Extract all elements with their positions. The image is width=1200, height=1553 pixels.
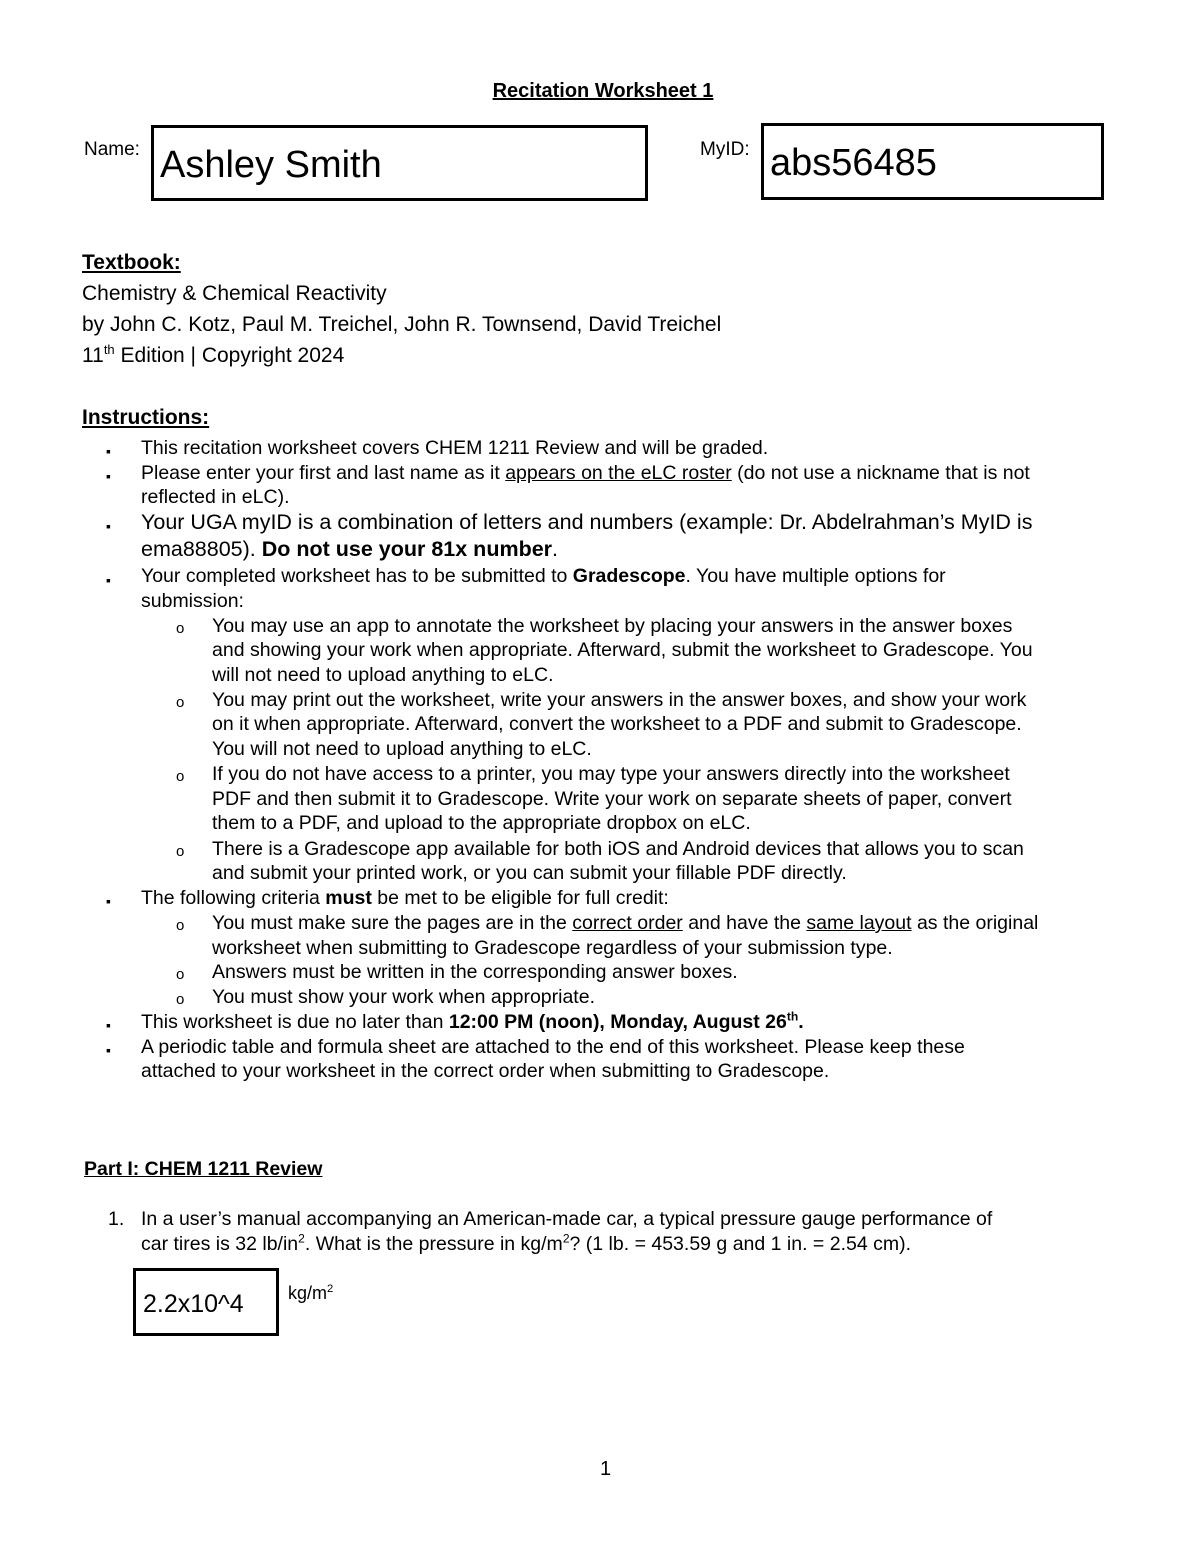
instruction-item: Your completed worksheet has to be submitted to Gradescope. You have multiple options for (141, 565, 946, 587)
name-label: Name: (84, 139, 140, 160)
instruction-item-cont: submission: (141, 590, 244, 612)
instruction-item-cont: ema88805). Do not use your 81x number. (141, 537, 559, 561)
instruction-item: Please enter your first and last name as it appears on the eLC roster (do not use a nickname that is not (141, 462, 1030, 484)
question-number: 1. (108, 1208, 125, 1230)
textbook-heading: Textbook: (82, 251, 181, 274)
instruction-item: A periodic table and formula sheet are attached to the end of this worksheet. Please keep these (141, 1036, 965, 1058)
sub-item-cont: You will not need to upload anything to eLC. (212, 738, 592, 760)
sub-item-cont: will not need to upload anything to eLC. (212, 664, 554, 686)
question-text-cont: car tires is 32 $lb/in^2$. What is the pressure in $kg/m^2$? (1 lb. = 453.59 g and 1 in. = 2.54 cm). (141, 1231, 912, 1255)
sub-item-cont: and showing your work when appropriate. Afterward, submit the worksheet to Gradescope. You (212, 639, 1033, 661)
sub-bullet-icon: o (176, 966, 185, 983)
bullet-icon: ▪ (106, 443, 111, 459)
worksheet-title: Recitation Worksheet 1 (492, 80, 714, 102)
instruction-item: The following criteria must be met to be eligible for full credit: (141, 887, 669, 909)
part1-heading: Part I: CHEM 1211 Review (84, 1158, 323, 1180)
sub-bullet-icon: o (176, 991, 185, 1008)
myid-label: MyID: (700, 139, 750, 160)
instruction-item: This recitation worksheet covers CHEM 1211 Review and will be graded. (141, 437, 769, 459)
answer-unit: $kg/m^2$ (288, 1283, 334, 1303)
instructions-heading: Instructions: (82, 406, 210, 429)
answer-box[interactable] (133, 1268, 279, 1336)
sub-bullet-icon: o (176, 694, 185, 711)
question-text: In a user’s manual accompanying an American-made car, a typical pressure gauge performance of (141, 1208, 993, 1230)
sub-item-cont: PDF and then submit it to Gradescope. Write your work on separate sheets of paper, convert (212, 788, 1012, 810)
sub-item: You may print out the worksheet, write your answers in the answer boxes, and show your work (212, 689, 1027, 711)
sub-bullet-icon: o (176, 768, 185, 785)
sub-item: There is a Gradescope app available for both iOS and Android devices that allows you to scan (212, 838, 1024, 860)
sub-bullet-icon: o (176, 620, 185, 637)
sub-item-cont: on it when appropriate. Afterward, convert the worksheet to a PDF and submit to Gradescope. (212, 713, 1022, 735)
textbook-title: Chemistry & Chemical Reactivity (82, 282, 387, 305)
instruction-item-cont: reflected in eLC). (141, 486, 290, 508)
myid-value: abs56485 (770, 142, 937, 184)
sub-bullet-icon: o (176, 917, 185, 934)
bullet-icon: ▪ (106, 1017, 111, 1033)
sub-item-cont: and submit your printed work, or you can submit your fillable PDF directly. (212, 862, 847, 884)
sub-item: If you do not have access to a printer, you may type your answers directly into the worksheet (212, 763, 1010, 785)
sub-item: Answers must be written in the corresponding answer boxes. (212, 961, 738, 983)
textbook-authors: by John C. Kotz, Paul M. Treichel, John R. Townsend, David Treichel (82, 313, 722, 336)
bullet-icon: ▪ (106, 1042, 111, 1058)
sub-item: You must make sure the pages are in the correct order and have the same layout as the original (212, 912, 1039, 934)
sub-item: You must show your work when appropriate. (212, 986, 595, 1008)
sub-item: You may use an app to annotate the worksheet by placing your answers in the answer boxes (212, 615, 1013, 637)
sub-item-cont: them to a PDF, and upload to the appropriate dropbox on eLC. (212, 812, 751, 834)
bullet-icon: ▪ (106, 518, 111, 534)
instruction-item: This worksheet is due no later than 12:00 PM (noon), Monday, August 26th. (141, 1009, 804, 1033)
instruction-item-cont: attached to your worksheet in the correct order when submitting to Gradescope. (141, 1060, 830, 1082)
bullet-icon: ▪ (106, 572, 111, 588)
name-value: Ashley Smith (160, 144, 382, 186)
instruction-item: Your UGA myID is a combination of letters and numbers (example: Dr. Abdelrahman’s MyID is (141, 510, 1033, 534)
sub-bullet-icon: o (176, 843, 185, 860)
bullet-icon: ▪ (106, 893, 111, 909)
textbook-edition: 11th Edition | Copyright 2024 (82, 342, 345, 367)
sub-item-cont: worksheet when submitting to Gradescope regardless of your submission type. (212, 937, 893, 959)
answer-value: 2.2x10^4 (143, 1290, 244, 1318)
page-number: 1 (600, 1458, 612, 1480)
bullet-icon: ▪ (106, 468, 111, 484)
